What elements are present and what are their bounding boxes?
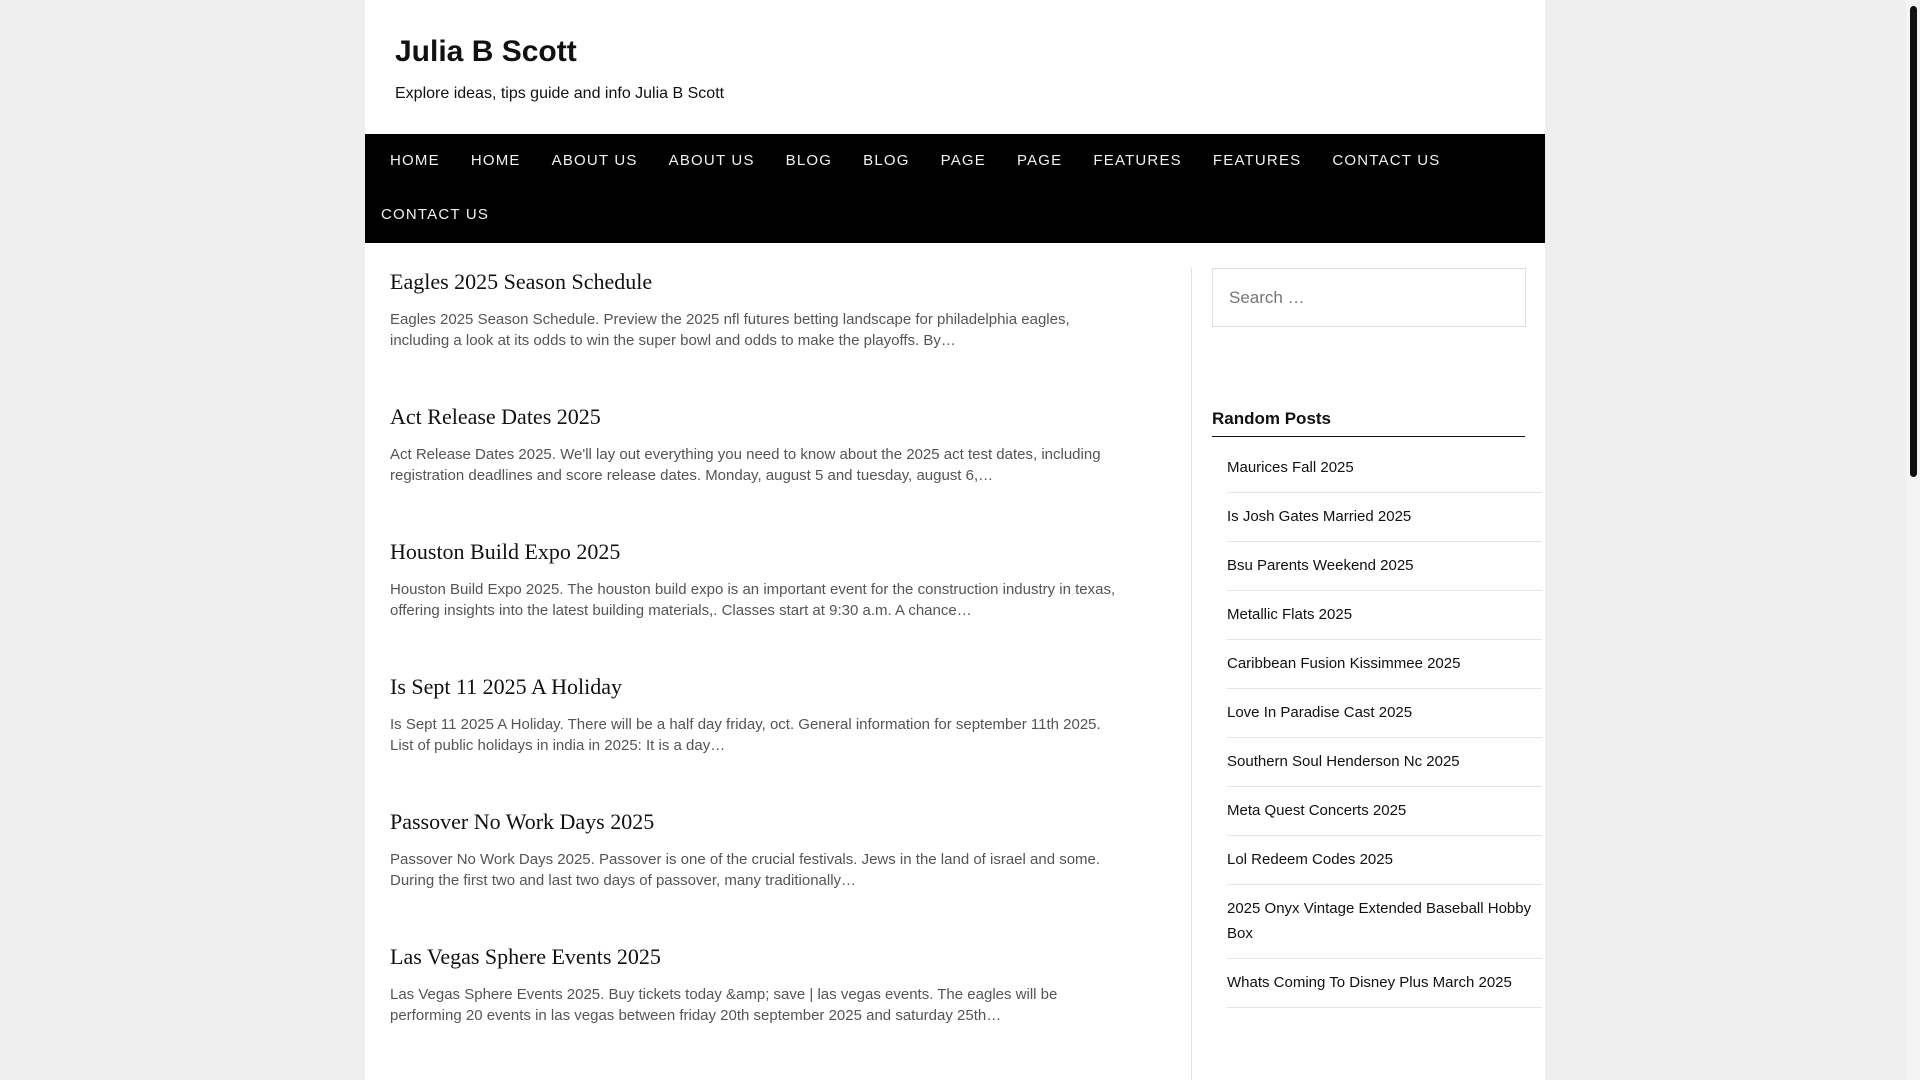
list-item [1227, 959, 1542, 1008]
list-item [1227, 437, 1542, 493]
post-excerpt: Is Sept 11 2025 A Holiday. There will be a half day friday, oct. General information for september 11th 2025. List of public holidays in india in 2025: It is a day… [390, 716, 1101, 754]
post-excerpt: Passover No Work Days 2025. Passover is one of the crucial festivals. Jews in the land of israel and some. During the first two and last two days of passover, many traditionally… [390, 851, 1101, 889]
nav-home[interactable]: HOME [390, 152, 440, 169]
post-title-link[interactable]: Houston Build Expo 2025 [390, 539, 621, 564]
site-description: Explore ideas, tips guide and info Julia B Scott [395, 85, 725, 102]
nav-features[interactable]: FEATURES [1093, 152, 1182, 169]
post-item [390, 673, 1120, 756]
nav-features-2[interactable]: FEATURES [1212, 152, 1302, 169]
sidebar [1212, 268, 1542, 1008]
list-item [1227, 640, 1542, 689]
list-item [1227, 738, 1542, 787]
nav-page-2[interactable]: PAGE [1017, 152, 1063, 169]
nav-blog[interactable]: BLOG [785, 152, 833, 169]
post-title-link[interactable]: Eagles 2025 Season Schedule [390, 269, 653, 294]
random-post-link[interactable]: Metallic Flats 2025 [1227, 606, 1353, 623]
post-title-link[interactable]: Las Vegas Sphere Events 2025 [390, 944, 661, 969]
nav-page[interactable]: PAGE [940, 152, 986, 169]
list-item [1227, 836, 1542, 885]
nav-home-2[interactable]: HOME [470, 152, 521, 169]
random-posts-title: Random Posts [1212, 408, 1525, 437]
nav-contact-us-2[interactable]: CONTACT US [381, 206, 490, 223]
list-item [1227, 493, 1542, 542]
post-title-link[interactable]: Is Sept 11 2025 A Holiday [390, 674, 623, 699]
random-post-link[interactable]: Meta Quest Concerts 2025 [1227, 802, 1407, 819]
post-title-link[interactable]: Passover No Work Days 2025 [390, 809, 655, 834]
random-post-link[interactable]: Whats Coming To Disney Plus March 2025 [1227, 974, 1512, 991]
list-item [1227, 689, 1542, 738]
post-excerpt: Eagles 2025 Season Schedule. Preview the 2025 nfl futures betting landscape for philadelphia eagles, including a look at its odds to win the super bowl and odds to make the playoffs. By… [390, 311, 1070, 349]
site-title[interactable]: Julia B Scott [395, 35, 577, 68]
nav-about-us[interactable]: ABOUT US [551, 152, 638, 169]
nav-blog-2[interactable]: BLOG [863, 152, 910, 169]
list-item [1227, 542, 1542, 591]
post-excerpt: Las Vegas Sphere Events 2025. Buy tickets today &amp; save | las vegas events. The eagles will be performing 20 events in las vegas between friday 20th september 2025 and saturday 25th… [390, 986, 1058, 1024]
random-post-link[interactable]: Lol Redeem Codes 2025 [1227, 851, 1393, 868]
post-item [390, 943, 1120, 1026]
scrollbar-thumb[interactable] [1910, 6, 1917, 477]
post-item [390, 268, 1120, 351]
random-post-link[interactable]: Bsu Parents Weekend 2025 [1227, 557, 1414, 574]
post-item [390, 808, 1120, 891]
site-header [365, 0, 1545, 134]
random-post-link[interactable]: Love In Paradise Cast 2025 [1227, 704, 1413, 721]
post-item [390, 538, 1120, 621]
list-item [1227, 885, 1542, 959]
list-item [1227, 787, 1542, 836]
random-post-link[interactable]: Maurices Fall 2025 [1227, 459, 1354, 476]
random-posts-list [1227, 437, 1542, 1008]
main-nav [365, 134, 1545, 243]
sidebar-divider [1191, 268, 1192, 1080]
random-post-link[interactable]: Southern Soul Henderson Nc 2025 [1227, 753, 1460, 770]
search-input[interactable] [1212, 268, 1526, 327]
random-post-link[interactable]: Is Josh Gates Married 2025 [1227, 508, 1412, 525]
random-post-link[interactable]: Caribbean Fusion Kissimmee 2025 [1227, 655, 1461, 672]
post-excerpt: Act Release Dates 2025. We'll lay out everything you need to know about the 2025 act test dates, including registration deadlines and score release dates. Monday, august 5 and tuesday, august 6,… [390, 446, 1101, 484]
post-excerpt: Houston Build Expo 2025. The houston build expo is an important event for the construction industry in texas, offering insights into the latest building materials,. Classes start at 9:30 a.m. A chance… [390, 581, 1116, 619]
page-scrollbar[interactable] [1906, 0, 1920, 1080]
post-item [390, 403, 1120, 486]
page-container [365, 0, 1545, 1080]
nav-contact-us[interactable]: CONTACT US [1332, 152, 1441, 169]
post-title-link[interactable]: Act Release Dates 2025 [390, 404, 601, 429]
random-post-link[interactable]: 2025 Onyx Vintage Extended Baseball Hobby Box [1227, 900, 1532, 942]
list-item [1227, 591, 1542, 640]
nav-about-us-2[interactable]: ABOUT US [668, 152, 755, 169]
